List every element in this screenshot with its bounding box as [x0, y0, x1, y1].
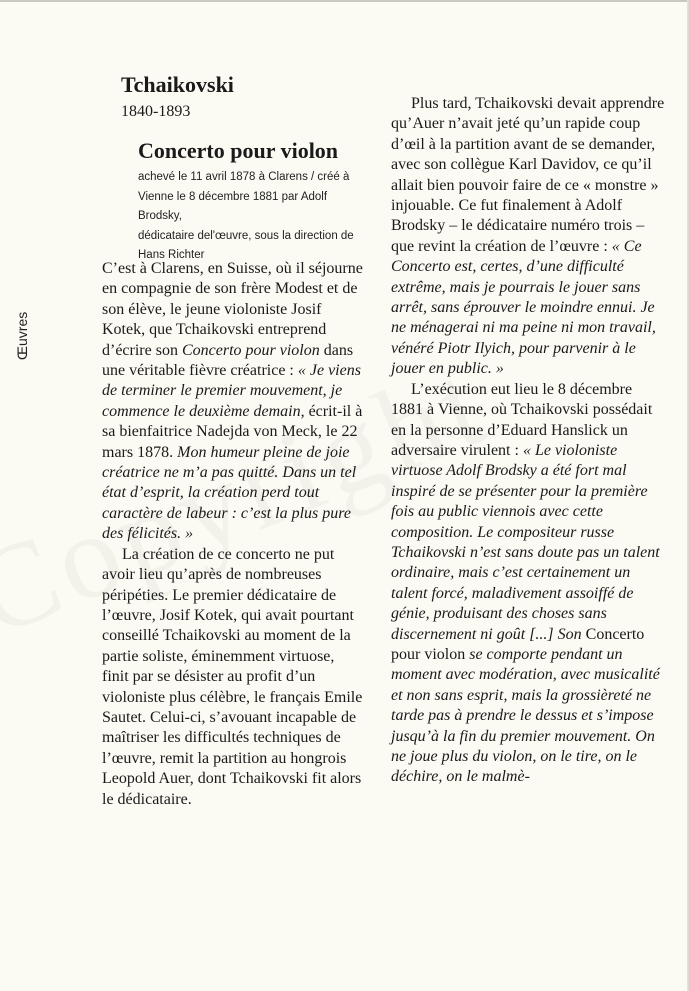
text-run: écrit-il à sa bienfaitrice Nadejda von Meck, le 22 mars 1878. [102, 402, 363, 461]
work-heading [138, 138, 368, 266]
text-run: Plus tard, Tchaikovski devait apprendre qu’Auer n’avait jeté qu’un rapide coup d’œil à la partition avant de se demander, avec son collègue Karl Davidov, ce qu’il allait bien pouvoir faire de ce « monstre » injouable. Ce fut finalement à Adolf Brodsky – le dédicataire numéro trois – que revint la création de l’œuvre : [391, 95, 665, 255]
premiere-line: achevé le 11 avril 1878 à Clarens / créé à [138, 171, 350, 183]
composer-dates: 1840-1893 [121, 103, 191, 120]
text-run-italic: Concerto pour violon [181, 341, 320, 359]
premiere-info [138, 168, 368, 266]
text-run-italic: « Le violoniste virtuose Adolf Brodsky a été fort mal inspiré de se présenter pour la première fois au public viennois avec cette composition. Le compositeur russe Tchaikovski n’est sans doute pas un talent ordinaire, mais c’est certainement un talent forcé, maladivement assoiffé de génie, produisant des choses sans discernement ni goût [...] [391, 441, 660, 643]
section-side-label: Œuvres [14, 311, 30, 360]
composer-heading [121, 72, 361, 122]
text-run: Concerto pour violon [391, 625, 645, 663]
text-run-italic: Mon humeur pleine de joie créatrice ne m’a pas quitté. Dans un tel état d’esprit, la création perd tout caractère de labeur : c’est la plus pure des félicités. » [102, 443, 357, 543]
text-run-italic: se comporte pendant un moment avec modération, avec musicalité et non sans esprit, mais la grossièreté ne tarde pas à prendre le dessus et s’impose jusqu’à la fin du premier mouvement. On ne joue plus du violon, on le tire, on le déchire, on le malmè- [391, 645, 660, 786]
text-run: dans une véritable fièvre créatrice : [102, 341, 354, 380]
premiere-line: Vienne le 8 décembre 1881 par Adolf Brodsky, [138, 190, 328, 222]
premiere-line: Hans Richter [138, 249, 205, 261]
paragraph [102, 259, 364, 545]
work-title: Concerto pour violon [138, 138, 339, 163]
paragraph [391, 380, 667, 788]
premiere-line: dédicataire del'œuvre, sous la direction de [138, 229, 354, 242]
text-run-italic: « Je viens de terminer le premier mouvement, je commence le deuxième demain, [102, 362, 361, 420]
text-column-right [391, 94, 667, 788]
text-run-italic: Son [557, 625, 586, 643]
text-run: L’exécution eut lieu le 8 décembre 1881 à Vienne, où Tchaikovski possédait en la personne d’Eduard Hanslick un adversaire virulent : [391, 380, 653, 459]
text-run-italic: « Ce Concerto est, certes, d’une difficulté extrême, mais je pourrais le jouer sans arrêt, sans éprouver le moindre ennui. Je ne ménagerai ni ma peine ni mon travail, vénéré Piotr Ilyich, pour parvenir à le jouer en public. » [391, 237, 656, 378]
composer-name: Tchaikovski [121, 72, 234, 97]
paragraph: La création de ce concerto ne put avoir lieu qu’après de nombreuses péripéties. Le premier dédicataire de l’œuvre, Josif Kotek, qui avait pourtant conseillé Tchaikovski au moment de la partie soliste, éminemment virtuose, finit par se désister au profit d’un violoniste plus célèbre, le français Emile Sautet. Celui-ci, s’avouant incapable de maîtriser les difficultés techniques de l’œuvre, remit la partition au hongrois Leopold Auer, dont Tchaikovski fit alors le dédicataire. [102, 545, 363, 808]
text-run: C’est à Clarens, en Suisse, où il séjourne en compagnie de son frère Modest et de son élève, le jeune violoniste Josif Kotek, que Tchaikovski entreprend d’écrire son [102, 260, 363, 359]
text-column-left [102, 259, 364, 810]
paragraph [391, 94, 667, 380]
page-edge [0, 0, 690, 2]
